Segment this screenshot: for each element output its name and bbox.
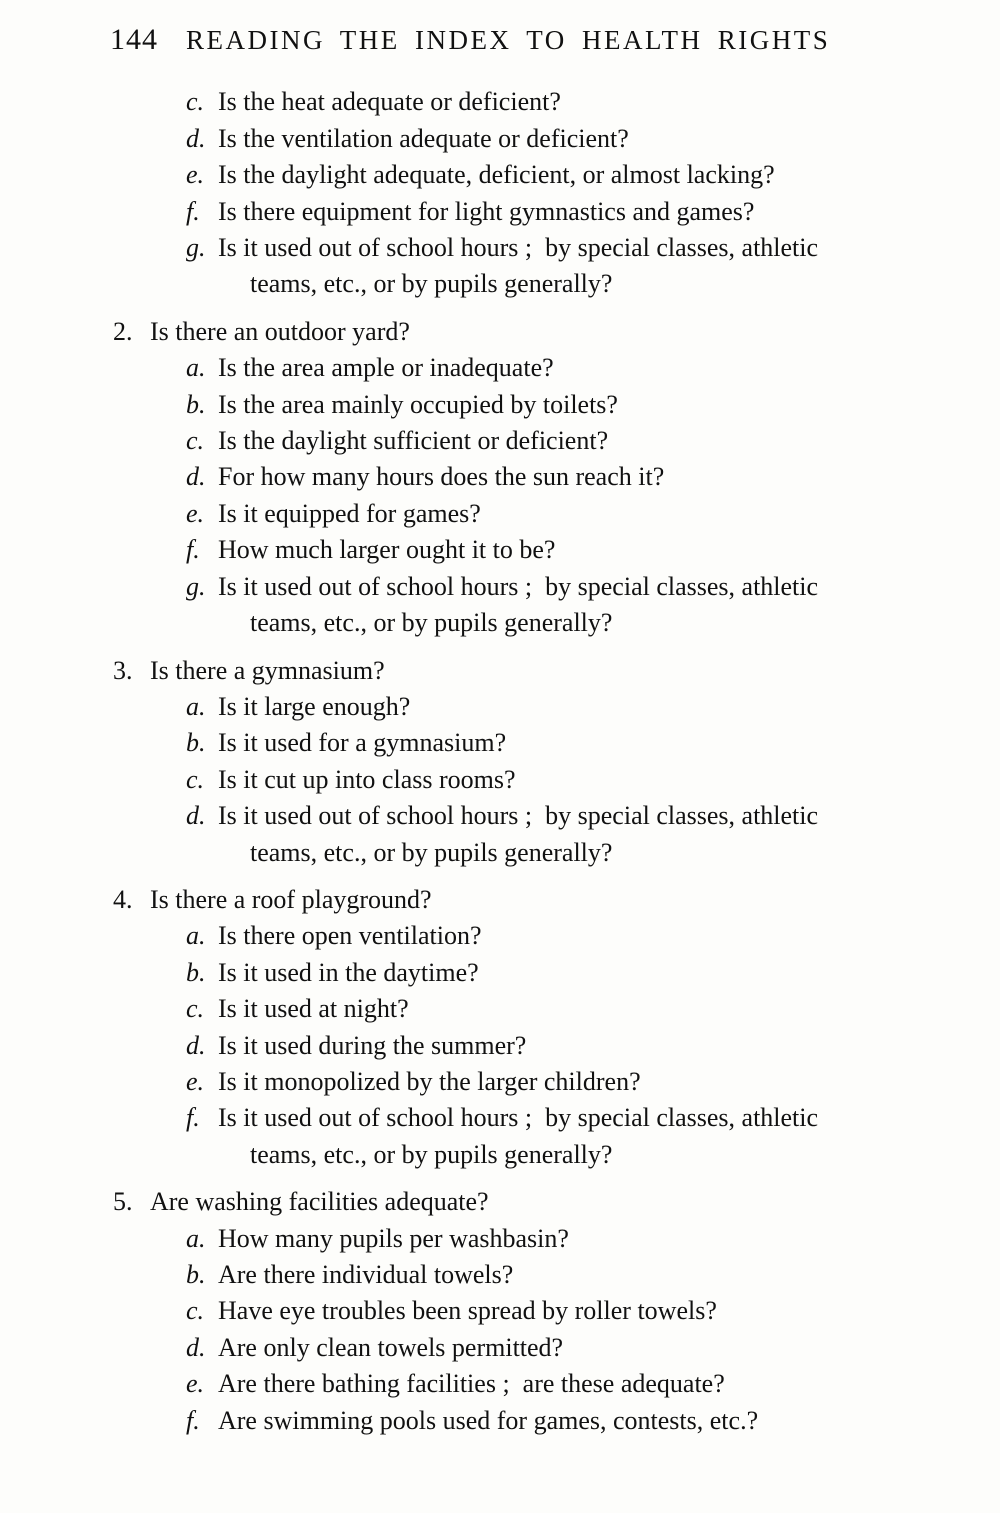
subitem-text: Is the heat adequate or deficient? (218, 87, 561, 117)
subitem-text: Is the ventilation adequate or deficient? (218, 123, 629, 153)
subitem-label: a. (186, 1223, 206, 1253)
page-number: 144 (110, 23, 158, 56)
subitem (0, 423, 1000, 459)
section-question (0, 1184, 1000, 1220)
subitem-text: Are there individual towels? (218, 1260, 514, 1289)
subitem-label: a. (186, 691, 206, 721)
page-header (0, 0, 1000, 58)
subitem-label: f. (186, 196, 200, 226)
subitem-text: Is it used out of school hours ; by special classes, athletic (218, 1103, 819, 1133)
subitem-label: c. (186, 426, 205, 456)
subitem-continuation: teams, etc., or by pupils generally? (250, 837, 613, 867)
subitem (0, 194, 1000, 230)
outline-section (0, 653, 1000, 871)
subitem-label: e. (186, 1369, 205, 1399)
question-outline (0, 58, 1000, 1439)
subitem (0, 350, 1000, 386)
subitem-label: d. (186, 1030, 206, 1060)
subitem-label: f. (186, 535, 200, 565)
subitem-label: d. (186, 1332, 206, 1362)
subitem (0, 1330, 1000, 1366)
section-question (0, 653, 1000, 689)
subitem-text: Is it equipped for games? (218, 498, 481, 528)
subitem-label: b. (186, 957, 206, 987)
subitem-text: Is the daylight sufficient or deficient? (218, 426, 609, 456)
section-question (0, 882, 1000, 918)
subitem-continuation: teams, etc., or by pupils generally? (250, 269, 613, 299)
section-question-text: Is there an outdoor yard? (150, 316, 410, 346)
running-title: READING THE INDEX TO HEALTH RIGHTS (186, 25, 831, 55)
subitem (0, 798, 1000, 834)
subitem-text: How much larger ought it to be? (218, 535, 556, 565)
subitem (0, 121, 1000, 157)
subitem-text: Is it used in the daytime? (218, 957, 479, 987)
subitem-label: d. (186, 123, 206, 153)
subitem-label: b. (186, 728, 206, 758)
subitem-text: Is it cut up into class rooms? (218, 764, 516, 794)
subitem-text: How many pupils per washbasin? (218, 1223, 569, 1253)
subitem-label: a. (186, 353, 206, 383)
subitem-label: e. (186, 160, 205, 190)
section-question (0, 314, 1000, 350)
subitem (0, 230, 1000, 266)
subitem-text: Is the daylight adequate, deficient, or almost lacking? (218, 160, 775, 190)
subitem-text: Is the area mainly occupied by toilets? (218, 389, 618, 419)
subitem-text: Is there open ventilation? (218, 921, 482, 951)
subitem-text: Are only clean towels permitted? (218, 1332, 564, 1362)
subitem (0, 1403, 1000, 1439)
subitem-label: c. (186, 1296, 205, 1326)
subitem-text: Is it used for a gymnasium? (218, 728, 507, 758)
subitem-text: Have eye troubles been spread by roller towels? (218, 1296, 717, 1326)
subitem (0, 1366, 1000, 1402)
subitem-text: Is there equipment for light gymnastics and games? (218, 196, 755, 226)
subitem (0, 157, 1000, 193)
subitem (0, 459, 1000, 495)
subitem (0, 725, 1000, 761)
subitem-label: b. (186, 389, 206, 419)
subitem (0, 569, 1000, 605)
section-question-text: Is there a gymnasium? (150, 655, 385, 685)
section-question-text: Is there a roof playground? (150, 884, 432, 914)
subitem (0, 496, 1000, 532)
section-number: 5. (113, 1187, 133, 1217)
subitem (0, 991, 1000, 1027)
subitem-label: f. (186, 1405, 200, 1435)
subitem (0, 918, 1000, 954)
subitem (0, 387, 1000, 423)
subitem-text: Is it used out of school hours ; by special classes, athletic (218, 571, 819, 601)
section-number: 2. (113, 316, 133, 346)
subitem-label: e. (186, 498, 205, 528)
subitem-text: Is it used at night? (218, 994, 409, 1024)
outline-section (0, 882, 1000, 1173)
subitem (0, 955, 1000, 991)
subitem-label: c. (186, 87, 205, 117)
subitem (0, 1100, 1000, 1136)
subitem (0, 1028, 1000, 1064)
subitem (0, 84, 1000, 120)
subitem-text: Is it monopolized by the larger children? (218, 1066, 641, 1096)
subitem-text: Are there bathing facilities ; are these adequate? (218, 1369, 725, 1399)
subitem (0, 1064, 1000, 1100)
subitem-label: c. (186, 994, 205, 1024)
subitem-label: f. (186, 1103, 200, 1133)
subitem-label: a. (186, 921, 206, 951)
subitem-continuation: teams, etc., or by pupils generally? (250, 1139, 613, 1169)
subitem-text: Is it used out of school hours ; by special classes, athletic (218, 801, 819, 831)
subitem-continuation: teams, etc., or by pupils generally? (250, 608, 613, 638)
outline-section (0, 1184, 1000, 1439)
subitem-text: Is it large enough? (218, 691, 411, 721)
subitem-label: e. (186, 1066, 205, 1096)
section-number: 3. (113, 655, 133, 685)
subitem (0, 689, 1000, 725)
subitem-label: c. (186, 764, 205, 794)
subitem-label: d. (186, 801, 206, 831)
subitem-text: For how many hours does the sun reach it? (218, 462, 665, 492)
subitem (0, 1257, 1000, 1293)
subitem (0, 1221, 1000, 1257)
subitem-label: d. (186, 462, 206, 492)
subitem (0, 762, 1000, 798)
subitem-text: Is it used out of school hours ; by special classes, athletic (218, 233, 819, 263)
subitem-text: Are swimming pools used for games, contests, etc.? (218, 1405, 759, 1435)
outline-section (0, 84, 1000, 302)
subitem-label: b. (186, 1260, 206, 1289)
outline-section (0, 314, 1000, 642)
subitem-label: g. (186, 571, 206, 601)
subitem-text: Is it used during the summer? (218, 1030, 527, 1060)
subitem (0, 532, 1000, 568)
subitem-label: g. (186, 233, 206, 263)
subitem-text: Is the area ample or inadequate? (218, 353, 554, 383)
section-question-text: Are washing facilities adequate? (150, 1187, 489, 1217)
subitem (0, 1293, 1000, 1329)
section-number: 4. (113, 884, 133, 914)
